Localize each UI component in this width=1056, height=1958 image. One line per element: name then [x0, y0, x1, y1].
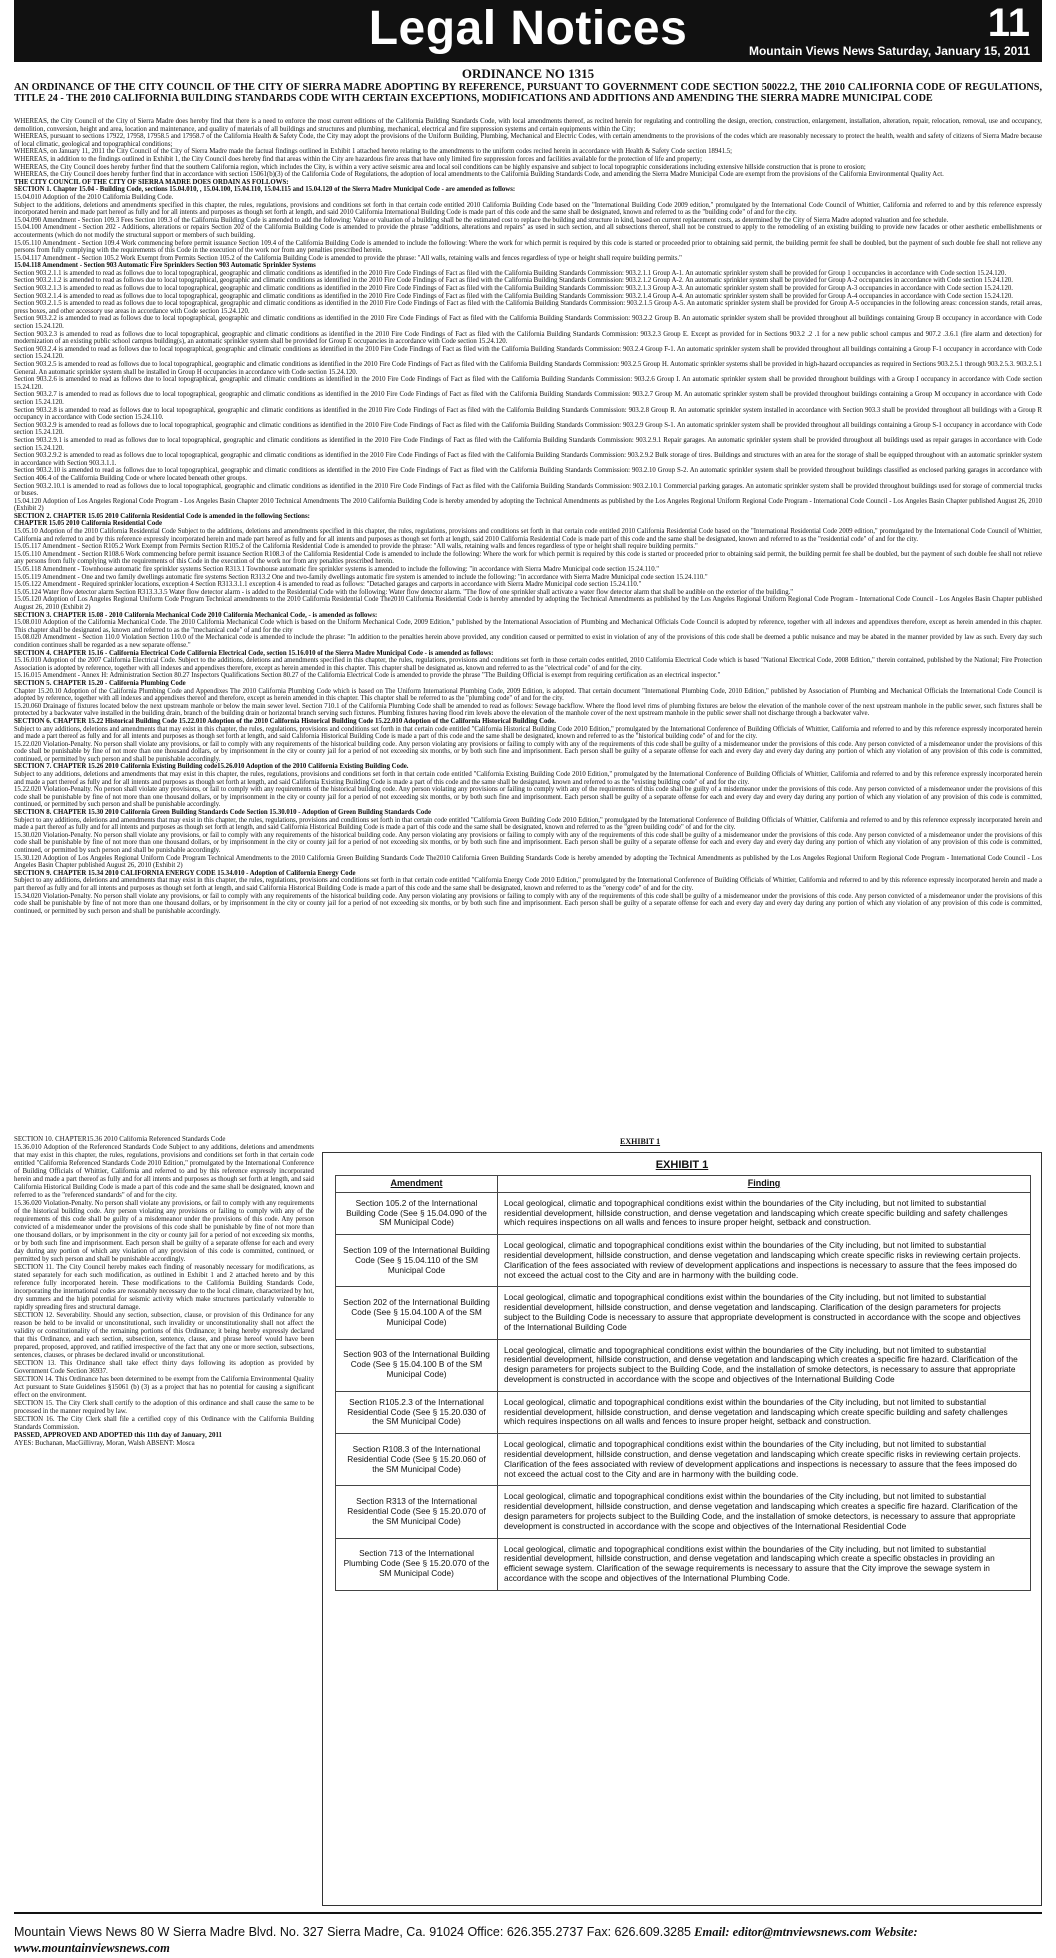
paragraph: 15.04.118 Amendment - Section 903 Automatic Fire Sprinklers Section 903 Automatic Sprinkler Systems: [14, 262, 316, 270]
paragraph: 15.16.015 Amendment - Annex H: Administration Section 80.27 Inspectors Qualifications Section 80.27 of the California Electrical Code is amended to provide the phrase "The Building Official is exempt from requiring certification as an electrical inspector.": [14, 672, 721, 680]
paragraph: 15.04.010 Adoption of the 2010 California Building Code.: [14, 193, 174, 201]
closing-sections: [14, 1136, 314, 1906]
paragraph: 15.34.020 Violation-Penalty. No person shall violate any provisions, or fail to comply with any requirements of the historical building code. Any person violating any provisions or failing to comply with any of the requirements of this code shall be guilty of a misdemeanor under the provisions of this code. Any person convicted of a misdemeanor under the provisions of this code shall be punishable by fine of not more than one thousand dollars, or by imprisonment in the city or county jail for a period of not exceeding six months, or by both such fine and imprisonment. Each person shall be guilty of a separate offense for each and every day and every day during any portion of which any violation of any provision of this code is committed, continued, or permitted by such person and shall be punishable accordingly.: [14, 892, 1042, 915]
amendment-cell: Section 202 of the International Building Code (See § 15.04.100 A of the SM Municipal Code): [336, 1287, 498, 1339]
paragraph: WHEREAS, on January 11, 2011 the City Council of the City of Sierra Madre made the factual findings outlined in Exhibit 1 attached hereto relating to the amendments to the uniform codes recited herein in accordance with Health & Safety Code section 18941.5;: [14, 148, 733, 156]
paragraph: Section 903.2.10.1 is amended to read as follows due to local topographical, geographic and climatic conditions as identified in the 2010 Fire Code Findings of Fact as filed with the California Building Standards Commission: 903.2.10.1 Commercial parking garages. An automatic sprinkler system shall be provided throughout buildings used for storage of commercial trucks or buses.: [14, 482, 1042, 498]
paragraph: 15.05.110 Amendment - Section R108.6 Work commencing before permit issuance Section R108.3 of the California Residential Code is amended to include the following: Where the work for which permit is required by this code is started or proceeded prior to obtaining said permit, the building permit fee shall be doubled, but the payment of such double fee shall not relieve any persons from fully complying with the requirements of this Code in the execution of the work nor from any penalties prescribed herein.: [14, 550, 1042, 566]
finding-cell: Local geological, climatic and topographical conditions exist within the boundaries of the City including, but not limited to substantial residential development, hillside construction, and dense vegetation and landscaping which create specific risks in reviewing certain projects. Clarification of the fees associated with review of development applications and inspections is necessary to assure that the fees imposed do not exceed the actual cost to the City and are in harmony with the building code.: [498, 1434, 1031, 1486]
paragraph: WHEREAS, the City Council does hereby further find that in accordance with section 15061(b)(3) of the California Code of Regulations, the adoption of local amendments to the California Building Standards Code, and amending the Sierra Madre Municipal Code are exempt from the provisions of the California Environmental Quality Act.: [14, 171, 944, 179]
paragraph: Section 903.2.1.4 is amended to read as follows due to local topographical, geographic and climatic conditions as identified in the 2010 Fire Code Findings of Fact as filed with the California Building Standards Commission: 903.2.1.4 Group A-4. An automatic sprinkler system shall be provided for Group A-4 occupancies in accordance with Code section 15.24.120.: [14, 292, 1013, 300]
paragraph: Chapter 15.20.10 Adoption of the California Plumbing Code and Appendixes The 2010 California Plumbing Code which is based on The Uniform International Plumbing Code, 2009 Edition, is adopted. That certain document "International Plumbing Code, 2010 Edition," published by Association of Plumbing and Mechanical Officials the International Code Council is adopted by reference, together with all indexes and appendixes thereof and therefore, except as herein amended in this chapter. This chapter shall be referred to as the "plumbing code" of and for the city.: [14, 687, 1042, 703]
paragraph: 15.30.020 Violation-Penalty. No person shall violate any provisions, or fail to comply with any requirements of the historical building code. Any person violating any provisions or failing to comply with any of the requirements of this code shall be guilty of a misdemeanor under the provisions of this code. Any person convicted of a misdemeanor under the provisions of this code shall be punishable by fine of not more than one thousand dollars, or by imprisonment in the city or county jail for a period of not exceeding six months, or by both such fine and imprisonment. Each person shall be guilty of a separate offense for each and every day and every day during any portion of which any violation of any provision of this code is committed, continued, or permitted by such person and shall be punishable accordingly.: [14, 831, 1042, 854]
paragraph: 15.08.010 Adoption of the California Mechanical Code. The 2010 California Mechanical Code which is based on the Uniform Mechanical Code, 2009 Edition," published by the International Association of Plumbing and Mechanical Officials Code Council is adopted by reference, together with all indexes and appendixes therefore, except as herein amended in this chapter. This chapter shall be designated as, known and referred to as the "mechanical code" of and for the city: [14, 619, 1042, 634]
paragraph: Section 903.2.10 is amended to read as follows due to local topographical, geographic and climatic conditions as identified in the 2010 Fire Code Findings of Fact as filed with the California Building Standards Commission: 903.2.10 Group S-2. An automatic sprinkler system shall be provided throughout buildings classified as enclosed parking garages in accordance with Section 406.4 of the California Building Code or where located beneath other groups.: [14, 467, 1042, 482]
paragraph: 15.04.100 Amendment - Section 202 - Additions, alterations or repairs Section 202 of the California Building Code is amended to provide the phrase "additions, alterations and repairs" as used in such section, and all subsections thereof, shall not be construed to apply to the remodeling of an existing building to provide new facades or other aesthetic embellishments or accouterments (which do not modify the structural support or members of such building.: [14, 224, 1042, 239]
paragraph: Subject to any additions, deletions and amendments that may exist in this chapter, the rules, regulations, provisions and conditions set forth in that certain code entitled "California Historical Building Code 2010 Edition," promulgated by the International Conference of Building Officials of Whittier, California and referred to and by this reference expressly incorporated herein and made a part thereof as fully and for all intents and purposes as though set forth at length, and said California Historical Building Code is made a part of this code and the same shall be designated, known and referred to as the "historical building code" of and for the city.: [14, 725, 1042, 741]
amendment-cell: Section 713 of the International Plumbing Code (See § 15.20.070 of the SM Municipal Code): [336, 1538, 498, 1590]
ordinance-title: AN ORDINANCE OF THE CITY COUNCIL OF THE CITY OF SIERRA MADRE ADOPTING BY REFERENCE, PURSUANT TO GOVERNMENT CODE SECTION 50022.2, THE 2010 CALIFORNIA CODE OF REGULATIONS, TITLE 24 - THE 2010 CALIFORNIA BUILDING STANDARDS CODE WITH CERTAIN EXCEPTIONS, MODIFICATIONS AND ADDITIONS AND AMENDING THE SIERRA MADRE MUNICIPAL CODE: [14, 82, 1042, 104]
paragraph: Section 903.2.9 is amended to read as follows due to local topographical, geographic and climatic conditions as identified in the 2010 Fire Code Findings of Fact as filed with the California Building Standards Commission: 903.2.9 Group S-1. An automatic sprinkler system shall be provided throughout all buildings containing a Group S-1 occupancy in accordance with Code section 15.24.120.: [14, 421, 1042, 437]
paragraph: WHEREAS, pursuant to sections 17922, 17958, 17958.5 and 17958.7 of the California Health & Safety Code, the City may adopt the provisions of the Uniform Building, Plumbing, Mechanical and Electric Codes, with certain amendments to the provisions of the codes which are reasonably necessary to protect the health, wealth and safety of citizens of Sierra Madre because of local climatic, geological and topographical conditions;: [14, 133, 1042, 148]
footer-address: Mountain Views News 80 W Sierra Madre Blvd. No. 327 Sierra Madre, Ca. 91024 Office: 626.355.2737 Fax: 626.609.3285: [14, 1925, 692, 1939]
paragraph: Subject to any additions, deletions and amendments that may exist in this chapter, the rules, regulations, provisions and conditions set forth in that certain code entitled "California Energy Code 2010 Edition," promulgated by the International Conference of Building Officials of Whittier, California and referred to and by this reference expressly incorporated herein and made a part thereof as fully and for all intents and purposes as though set forth at length, and said California Historical Building Code is made a part of this code and the same shall be designated, known and referred to as the "energy code" of and for the city.: [14, 877, 1042, 892]
table-row: [336, 1391, 1031, 1433]
paragraph: Subject to the additions, deletions and amendments specified in this chapter, the rules, regulations, provisions and conditions set forth in that certain code entitled 2010 California Building Code based on the "International Building Code 2009 edition," promulgated by the International Code Council of Whittier, California and referred to and by this reference expressly incorporated herein and made part hereof as fully and for all intents and purposes as though set forth at length, and said 2010 California International Building Code is made part of this code and the same shall be designated, known and referred to as the "building code" of and for the city.: [14, 201, 1042, 217]
whereas-clauses: [14, 118, 1042, 186]
paragraph: Section 903.2.1.1 is amended to read as follows due to local topographical, geographic and climatic conditions as identified in the 2010 Fire Code Findings of Fact as filed with the California Building Standards Commission: 903.2.1.1 Group A-1. An automatic sprinkler system shall be provided for Group 1 occupancies in accordance with Code section 15.24.120.: [14, 269, 1007, 277]
paragraph: 15.04.120 Adoption of Los Angeles Regional Code Program - Los Angeles Basin Chapter 2010 Technical Amendments The 2010 California Building Code is hereby amended by adopting the Technical Amendments as published by the Los Angeles Regional Uniform Regional Code Program - International Code Council - Los Angeles Basin Chapter published August 26, 2010 (Exhibit 2): [14, 497, 1042, 513]
finding-cell: Local geological, climatic and topographical conditions exist within the boundaries of the City including, but not limited to substantial residential development, hillside construction, and dense vegetation and landscaping which create specific building and safety challenges which requires inspections on all walls and fences to insure proper height, setback and construction.: [498, 1391, 1031, 1433]
paragraph: 15.22.020 Violation-Penalty. No person shall violate any provisions, or fail to comply with any requirements of the historical building code. Any person violating any provisions or failing to comply with any of the requirements of this code shall be guilty of a misdemeanor under the provisions of this code. Any person convicted of a misdemeanor under the provisions of this code shall be punishable by fine of not more than one thousand dollars, or by imprisonment in the city or county jail for a period of not exceeding six months, or by both such fine and imprisonment. Each person shall be guilty of a separate offense for each and every day and every day during any portion of which any violation of any provision of this code is committed, continued, or permitted by such person and shall be punishable accordingly.: [14, 786, 1042, 809]
paragraph: SECTION 8. CHAPTER 15.30 2010 California Green Building Standards Code Section 15.30.010 - Adoption of Green Building Standards Code: [14, 809, 432, 817]
paragraph: 15.36.010 Adoption of the Referenced Standards Code Subject to any additions, deletions and amendments that may exist in this chapter, the rules, regulations, provisions and conditions set forth in that certain code entitled "California Referenced Standards Code 2010 Edition," promulgated by the International Conference of Building Officials of Whittier, California and referred to and by this reference expressly incorporated herein and made a part thereof as fully and for all intents and purposes as though set forth at length, and said California Historical Building Code is made a part of this code and the same shall be designated, known and referred to as the "referenced standards" of and for the city.: [14, 1144, 314, 1199]
finding-cell: Local geological, climatic and topographical conditions exist within the boundaries of the City including, but not limited to substantial residential development, hillside construction, and dense vegetation and landscaping which create a specific obstacles in providing an efficient sewage system. Clarification of the sewage requirements is necessary to assure that the City improve the sewage system in accordance with the scope and objectives of the International Plumbing Code.: [498, 1538, 1031, 1590]
exhibit-label: EXHIBIT 1: [620, 1137, 661, 1146]
paragraph: SECTION 3. CHAPTER 15.08 - 2010 California Mechanical Code 2010 California Mechanical Code, - is amended as follows:: [14, 611, 378, 619]
amendment-cell: Section 109 of the International Building Code (See § 15.04.110 of the SM Municipal Code: [336, 1235, 498, 1287]
paragraph: SECTION 13. This Ordinance shall take effect thirty days following its adoption as provided by Government Code Section 36937.: [14, 1360, 314, 1375]
paragraph: 15.08.020 Amendment - Section 110.0 Violation Section 110.0 of the Mechanical code is amended to include the phrase: "In addition to the penalties herein above provided, any condition caused or permitted to exist in violation of any of the provisions of this code shall be deemed a public nuisance and may be abated in the manner provided by law as such. Every day such condition continues shall be regarded as a new separate offense.": [14, 634, 1042, 649]
paragraph: 15.36.020 Violation-Penalty. No person shall violate any provisions, or fail to comply with any requirements of the historical building code. Any person violating any provisions or failing to comply with any of the requirements of this code shall be guilty of a misdemeanor under the provisions of this code. Any person convicted of a misdemeanor under the provisions of this code shall be punishable by fine of not more than one thousand dollars, or by imprisonment in the city or county jail for a period of not exceeding six months, or by both such fine and imprisonment. Each person shall be guilty of a separate offense for each and every day during any portion of which any violation of any provision of this code is committed, continued, or permitted by such person and shall be punishable accordingly.: [14, 1200, 314, 1263]
paragraph: Section 903.2.1.5 is amended to read as follows due to local topographical, geographic and climatic conditions as identified in the 2010 Fire Code Findings of Fact as filed with the California Building Standards Commission: 903.2.1.5 Group A-5. An automatic sprinkler system shall be provided for Group A-5 occupancies in the following areas: concession stands, retail areas, press boxes, and other accessory use areas in accordance with Code section 15.24.120.: [14, 300, 1042, 315]
paragraph: SECTION 14. This Ordinance has been determined to be exempt from the California Environmental Quality Act pursuant to State Guidelines §15061 (b) (3) as a project that has no potential for causing a significant effect on the environment.: [14, 1376, 314, 1399]
paragraph: SECTION 15. The City Clerk shall certify to the adoption of this ordinance and shall cause the same to be processed in the manner required by law.: [14, 1400, 314, 1415]
paragraph: Section 903.2.1.3 is amended to read as follows due to local topographical, geographic and climatic conditions as identified in the 2010 Fire Code Findings of Fact as filed with the California Building Standards Commission: 903.2.1.3 Group A-3. An automatic sprinkler system shall be provided for Group A-3 occupancies in accordance with Code section 15.24.120.: [14, 285, 1013, 293]
paragraph: 15.16.010 Adoption of the 2007 California Electrical Code. Subject to the additions, deletions and amendments specified in this chapter, the rules, regulations, provisions and conditions set forth in those certain codes entitled, 2010 California Electrical Code which is based "National Electrical Code, 2008 Edition," therein contained, published by the National; Fire Protection Association is adopted by reference, together with all indexes and appendixes therefore, except as herein amended in this chapter. This chapter shall be designated as, known and referred to as the "electrical code" of and for the city.: [14, 657, 1042, 672]
paragraph: SECTION 2. CHAPTER 15.05 2010 California Residential Code is amended in the following Sections:: [14, 512, 310, 520]
paragraph: Section 903.2.2 is amended to read as follows due to local topographical, geographic and climatic conditions as identified in the 2010 Fire Code Findings of Fact as filed with the California Building Standards Commission: 903.2.2 Group B. An automatic sprinkler system shall be provided throughout all buildings containing Group B occupancy in accordance with Code section 15.24.120.: [14, 315, 1042, 331]
page-number: 11: [987, 1, 1030, 45]
column-header-amendment: Amendment: [336, 1176, 498, 1193]
paragraph: 15.04.090 Amendment - Section 109.3 Fees Section 109.3 of the California Building Code is amended to add the following: Value or valuation of a building shall be the estimated cost to replace the building and structure in kind, based on current replacement costs, as determined by the City of Sierra Madre adopted valuation and fee schedule.: [14, 216, 949, 224]
section-title: Legal Notices: [368, 2, 688, 55]
ordinance-sections: [14, 186, 1042, 915]
paragraph: Section 903.2.3 is amended to read as follows due to local topographical, geographic and climatic conditions as identified in the 2010 Fire Code Findings of Fact as filed with the California Building Standards Commission: 903.2.3 Group E. Except as provided for in Sections 903.2 .2 .1 for a new public school campus and 907.2 .3.6.1 (fire alarm and detection) for modernization of an existing public school campus building(s), an automatic sprinkler system shall be provided for Group E occupancies in accordance with Code section 15.24.120.: [14, 330, 1042, 346]
paragraph: 15.05.10 Adoption of the 2010 California Residential Code Subject to the additions, deletions and amendments specified in this chapter, the rules, regulations, provisions and conditions set forth in that certain code entitled 2010 California Residential Code based on the "International Residential Code 2009 edition," promulgated by the International Code Council of Whittier, California and referred to and by this reference expressly incorporated herein and made part hereof as fully and for all intents and purposes as though set forth at length, said 2010 California Residential Code is made part of this code and the same shall be designated, known and referred to as the "residential code" of and for the city.: [14, 528, 1042, 543]
column-header-finding: Finding: [498, 1176, 1031, 1193]
finding-cell: Local geological, climatic and topographical conditions exist within the boundaries of the City including, but not limited to substantial residential development, hillside construction, and dense vegetation and landscaping which create specific risks in reviewing certain projects. Clarification of the fees associated with review of development applications and inspections is necessary to assure that the fees imposed do not exceed the actual cost to the City and are in harmony with the building code.: [498, 1235, 1031, 1287]
footer-contact: Email: editor@mtnviewsnews.com Website: www.mountainviewsnews.com: [14, 1925, 918, 1955]
exhibit-title: EXHIBIT 1: [655, 1159, 709, 1171]
paragraph: SECTION 7. CHAPTER 15.26 2010 California Existing Building code15.26.010 Adoption of the 2010 California Existing Building Code.: [14, 763, 409, 771]
finding-cell: Local geological, climatic and topographical conditions exist within the boundaries of the City including, but not limited to substantial residential development, hillside construction, and dense vegetation and landscaping which creates a specific fire hazard. Clarification of the design parameters for projects subject to the Building Code, and the installation of smoke detectors, is necessary to assure that appropriate development is constructed in accordance with the scope and objectives of the International Building Code: [498, 1339, 1031, 1391]
paragraph: Subject to any additions, deletions and amendments that may exist in this chapter, the rules, regulations, provisions and conditions set forth in that certain code entitled "California Existing Building Code 2010 Edition," promulgated by the International Conference of Building Officials of Whittier, California and referred to and by this reference expressly incorporated herein and made a part thereof as fully and for all intents and purposes as though set forth at length, and said California Existing Building Code is made a part of this code and the same shall be designated, known and referred to as the "existing building code" of and for the city.: [14, 771, 1042, 786]
paragraph: 15.30.120 Adoption of Los Angeles Regional Uniform Code Program Technical Amendments to the 2010 California Green Building Standards Code The2010 California Green Building Standards Code is hereby amended by adopting the Technical Amendments as published by the Los Angeles Regional Uniform Regional Code Program - International Code Council - Los Angeles Basin Chapter published August 26, 2010 (Exhibit 2): [14, 854, 1042, 870]
paragraph: Section 903.2.9.2 is amended to read as follows due to local topographical, geographic and climatic conditions as identified in the 2010 Fire Code Findings of Fact as filed with the California Building Standards Commission: 903.2.9.2 Bulk storage of tires. Buildings and structures with an area for the storage of shall be equipped throughout with an automatic sprinkler system in accordance with Section 903.3.1.1.: [14, 452, 1042, 467]
table-row: [336, 1339, 1031, 1391]
paragraph: SECTION 5. CHAPTER 15.20 - California Plumbing Code: [14, 679, 186, 687]
table-row: [336, 1235, 1031, 1287]
paragraph: Section 903.2.6 is amended to read as follows due to local topographical, geographic and climatic conditions as identified in the 2010 Fire Code Findings of Fact as filed with the California Building Standards Commission: 903.2.6 Group I. An automatic sprinkler system shall be provided throughout buildings with a Group I occupancy in accordance with Code section 15.24.120.: [14, 376, 1042, 391]
paragraph: 15.05.120 Adoption of Los Angeles Regional Uniform Code Program Technical amendments to the 2010 California Residential Code The2010 California Residential Code is hereby amended by adopting the Technical Amendments as published by the Los Angeles Regional Uniform Regional Code Program - International Code Council - Los Angeles Basin Chapter published August 26, 2010 (Exhibit 2): [14, 596, 1042, 611]
paragraph: 15.22.020 Violation-Penalty. No person shall violate any provisions, or fail to comply with any requirements of the historical building code. Any person violating any provisions or failing to comply with any of the requirements of this code shall be guilty of a misdemeanor under the provisions of this code. Any person convicted of a misdemeanor under the provisions of this code shall be punishable by fine of not more than one thousand dollars, or by imprisonment in the city or county jail for a period of not exceeding six months, or by both such fine and imprisonment. Each person shall be guilty of a separate offense for each and every day and every day during any portion of which any violation of any provision of this code is committed, continued, or permitted by such person and shall be punishable accordingly.: [14, 740, 1042, 763]
amendment-cell: Section R313 of the International Residential Code (See § 15.20.070 of the SM Municipal Code): [336, 1486, 498, 1538]
paragraph: 15.05.118 Amendment - Townhouse automatic fire sprinkler systems Section R313.1 Townhouse automatic fire sprinkler systems is amended to include the following: "in accordance with Sierra Madre Municipal code section 15.24.110.": [14, 566, 660, 574]
paragraph: 15.05.117 Amendment - Section R105.2 Work Exempt from Permits Section R105.2 of the California Residential Code is amended to provide the phrase: "All walls, retaining walls and fences regardless of type or height shall require building permits.": [14, 543, 698, 551]
paragraph: WHEREAS, the City Council of the City of Sierra Madre does hereby find that there is a need to enforce the most current editions of the California Building Standards Code, with local amendments thereof, as recited herein for regulating and controlling the design, erection, construction, enlargement, installation, alteration, repair, relocation, removal, use and occupancy, demolition, conversion, height and area, location and maintenance, and quality of materials of all buildings and structures and plumbing, mechanical, electrical and fire suppression systems and certain equipments within the City;: [14, 118, 1042, 133]
paragraph: SECTION 16. The City Clerk shall file a certified copy of this Ordinance with the California Building Standards Commission.: [14, 1416, 314, 1431]
paragraph: CHAPTER 15.05 2010 California Residential Code: [14, 520, 163, 528]
footer: [14, 1912, 1042, 1955]
paragraph: SECTION 10. CHAPTER15.36 2010 California Referenced Standards Code: [14, 1136, 226, 1143]
paragraph: SECTION 1. Chapter 15.04 - Building Code, sections 15.04.010, , 15.04.100, 15.04.110, 15.04.115 and 15.04.120 of the Sierra Madre Municipal Code - are amended as follows:: [14, 186, 516, 194]
paragraph: 15.05.122 Amendment - Required sprinkler locations, exception 4 Section R313.3.1.1 exception 4 is amended to read as follows: "Detached garages and carports in accordance with Sierra Madre Municipal code section 15.24.110.": [14, 581, 642, 589]
table-row: [336, 1434, 1031, 1486]
paragraph: Section 903.2.9.1 is amended to read as follows due to local topographical, geographic and climatic conditions as identified in the 2010 Fire Code Findings of Fact as filed with the California Building Standards Commission: 903.2.9.1 Repair garages. An automatic sprinkler system shall be provided throughout all buildings used as repair garages in accordance with Code section 15.24.120.: [14, 436, 1042, 452]
paragraph: SECTION 11. The City Council hereby makes each finding of reasonably necessary for modifications, as stated separately for each such modification, as outlined in Exhibit 1 and 2 attached hereto and by this reference fully incorporated herein. These modifications to the California Building Standards Code, incorporating the international codes are reasonably necessary due to the local climate, characterized by hot, dry summers and the high potential for seismic activity which make structures particularly vulnerable to rapidly spreading fires and structural damage.: [14, 1264, 314, 1311]
paragraph: Section 903.2.4 is amended to read as follows due to local topographical, geographic and climatic conditions as identified in the 2010 Fire Code Findings of Fact as filed with the California Building Standards Commission: 903.2.4 Group F-1. An automatic sprinkler system shall be provided throughout all buildings containing a Group F-1 occupancy in accordance with Code section 15.24.120.: [14, 345, 1042, 361]
paper-dateline: Mountain Views News Saturday, January 15, 2011: [748, 44, 1030, 58]
amendment-cell: Section R108.3 of the International Residential Code (See § 15.20.060 of the SM Municipal Code): [336, 1434, 498, 1486]
paragraph: 15.05.119 Amendment - One and two family dwellings automatic fire systems Section R313.2 One and two-family dwellings automatic fire system is amended to include the following: "in accordance with Sierra Madre Municipal code section 15.24.110.": [14, 573, 708, 581]
exhibit-table: [335, 1175, 1031, 1591]
paragraph: PASSED, APPROVED AND ADOPTED this 11th day of January, 2011: [14, 1432, 222, 1439]
paragraph: Section 903.2.1.2 is amended to read as follows due to local topographical, geographic and climatic conditions as identified in the 2010 Fire Code Findings of Fact as filed with the California Building Standards Commission: 903.2.1.2 Group A-2. An automatic sprinkler system shall be provided for Group A-2 occupancies in accordance with Code section 15.24.120.: [14, 277, 1013, 285]
paragraph: Section 903.2.5 is amended to read as follows due to local topographical, geographic and climatic conditions as identified in the 2010 Fire Code Findings of Fact as filed with the California Building Standards Commission: 903.2.5 Group H. Automatic sprinkler systems shall be provided in high-hazard occupancies as required in Sections 903.2.5.1 through 903.2.5.3. 903.2.5.1 General. An automatic sprinkler system shall be installed in Group H occupancies in accordance with Code section 15.24.120.: [14, 361, 1042, 376]
paragraph: 15.04.117 Amendment - Section 105.2 Work Exempt from Permits Section 105.2 of the California Building Code is amended to provide the phrase: "All walls, retaining walls and fences regardless of type or height shall require building permits.": [14, 254, 682, 262]
paragraph: 15.05.124 Water flow detector alarm Section R313.3.3.5 Water flow detector alarm - is added to the Residential Code with the following: Water flow detector alarm. "The flow of one sprinkler shall activate a water flow detector alarm that shall be audible on the exterior of the building.": [14, 588, 794, 596]
paragraph: WHEREAS, in addition to the findings outlined in Exhibit 1, the City Council does hereby find that areas within the City are hazardous fire areas that have only limited fire suppression forces and facilities available for the protection of life and property;: [14, 155, 702, 163]
amendment-cell: Section 105.2 of the International Building Code (See § 15.04.090 of the SM Municipal Code): [336, 1192, 498, 1234]
paragraph: SECTION 12. Severability. Should any section, subsection, clause, or provision of this Ordinance for any reason be held to be invalid or unconstitutional, such invalidity or unconstitutionality shall not affect the validity or constitutionality of the remaining portions of this Ordinance; it being hereby expressly declared that this Ordinance, and each section, subsection, sentence, clause, and phrase hereof would have been prepared, proposed, approved, and ratified irrespective of the fact that any one or more section, subsections, sentences, clauses, or phrases be declared invalid or unconstitutional.: [14, 1312, 314, 1359]
exhibit-box: [322, 1152, 1042, 1906]
table-row: [336, 1287, 1031, 1339]
finding-cell: Local geological, climatic and topographical conditions exist within the boundaries of the City including, but not limited to substantial residential development, hillside construction, and dense vegetation and landscaping which create specific building and safety challenges which requires inspections on all walls and fences to insure proper height, setback and construction.: [498, 1192, 1031, 1234]
paragraph: Subject to any additions, deletions and amendments that may exist in this chapter, the rules, regulations, provisions and conditions set forth in that certain code entitled "California Green Building Code 2010 Edition," promulgated by the International Conference of Building Officials of Whittier, California and referred to and by this reference expressly incorporated herein and made a part thereof as fully and for all intents and purposes as though set forth at length, and said California Historical Building Code is made a part of this code and the same shall be designated, known and referred to as the "green building code" of and for the city.: [14, 816, 1042, 832]
masthead: [14, 0, 1042, 62]
paragraph: THE CITY COUNCIL OF THE CITY OF SIERRA MADRE DOES ORDAIN AS FOLLOWS:: [14, 178, 289, 186]
paragraph: Section 903.2.7 is amended to read as follows due to local topographical, geographic and climatic conditions as identified in the 2010 Fire Code Findings of Fact as filed with the California Building Standards Commission: 903.2.7 Group M. An automatic sprinkler system shall be provided throughout buildings containing a Group M occupancy in accordance with Code section 15.24.120.: [14, 391, 1042, 406]
ordinance-number: ORDINANCE NO 1315: [461, 66, 595, 81]
paragraph: 15.05.110 Amendment - Section 109.4 Work commencing before permit issuance Section 109.4 of the California Building Code is amended to include the following: Where the work for which permit is required by this code is started or proceeded prior to obtaining said permit, the building permit fee shall be doubled, but the payment of such double fee shall not relieve any persons from fully complying with the requirements of this Code in the execution of the work nor from any penalties prescribed herein.: [14, 239, 1042, 255]
amendment-cell: Section R105.2.3 of the International Residential Code (See § 15.20.030 of the SM Municipal Code): [336, 1391, 498, 1433]
paragraph: SECTION 9. CHAPTER 15.34 2010 CALIFORNIA ENERGY CODE 15.34.010 - Adoption of California Energy Code: [14, 869, 356, 877]
paragraph: WHEREAS, the City Council does hereby further find that the southern California region, which includes the City, is within a very active seismic area and local soil conditions can be highly expansive and subject to local topographic considerations including extensive hillside construction that is prone to erosion;: [14, 163, 866, 171]
paragraph: SECTION 4. CHAPTER 15.16 - California Electrical Code California Electrical Code, section 15.16.010 of the Sierra Madre Municipal Code - is amended as follows:: [14, 649, 494, 657]
amendment-cell: Section 903 of the International Building Code (See § 15.04.100 B of the SM Municipal Code): [336, 1339, 498, 1391]
table-row: [336, 1538, 1031, 1590]
paragraph: SECTION 6. CHAPTER 15.22 Historical Building Code 15.22.010 Adoption of the 2010 California Historical Building Code 15.22.010 Adoption of the California Historical Building Code.: [14, 717, 556, 725]
table-row: [336, 1192, 1031, 1234]
paragraph: AYES: Buchanan, MacGillivray, Moran, Walsh ABSENT: Mosca: [14, 1440, 195, 1447]
ordinance-body: [14, 118, 1042, 1133]
finding-cell: Local geological, climatic and topographical conditions exist within the boundaries of the City including, but not limited to substantial residential development, hillside construction, and dense vegetation and landscaping. Clarification of the design parameters for projects subject to the Building Code is necessary to assure that appropriate development is constructed in accordance with the scope and objectives of the International Building Code: [498, 1287, 1031, 1339]
paragraph: Section 903.2.8 is amended to read as follows due to local topographical, geographic and climatic conditions as identified in the 2010 Fire Code Findings of Fact as filed with the California Building Standards Commission: 903.2.8 Group R. An automatic sprinkler system installed in accordance with Section 903.3 shall be provided throughout all buildings with a Group R occupancy in accordance with Code section 15.24.110.: [14, 406, 1042, 422]
finding-cell: Local geological, climatic and topographical conditions exist within the boundaries of the City including, but not limited to substantial residential development, hillside construction, and dense vegetation and landscaping which creates a specific fire hazard. Clarification of the design parameters for projects subject to the Building Code, and the installation of smoke detectors, is necessary to assure that appropriate development is constructed in accordance with the scope and objectives of the International Residential Code: [498, 1486, 1031, 1538]
table-row: [336, 1486, 1031, 1538]
paragraph: 15.20.060 Drainage of fixtures located below the next upstream manhole or below the main sewer level. Section 710.1 of the California Plumbing Code shall be amended to read as follows: Sewage backflow. Where the flood level rims of plumbing fixtures are below the elevation of the manhole cover of the next upstream manhole in the public sewer, such fixtures shall be protected by a backwater valve installed in the building drain, branch of the building drain or horizontal branch serving such fixtures. Plumbing fixtures having flood rim levels above the elevation of the manhole cover of the next upstream manhole in the public sewer shall not discharge through a backwater valve.: [14, 702, 1042, 718]
